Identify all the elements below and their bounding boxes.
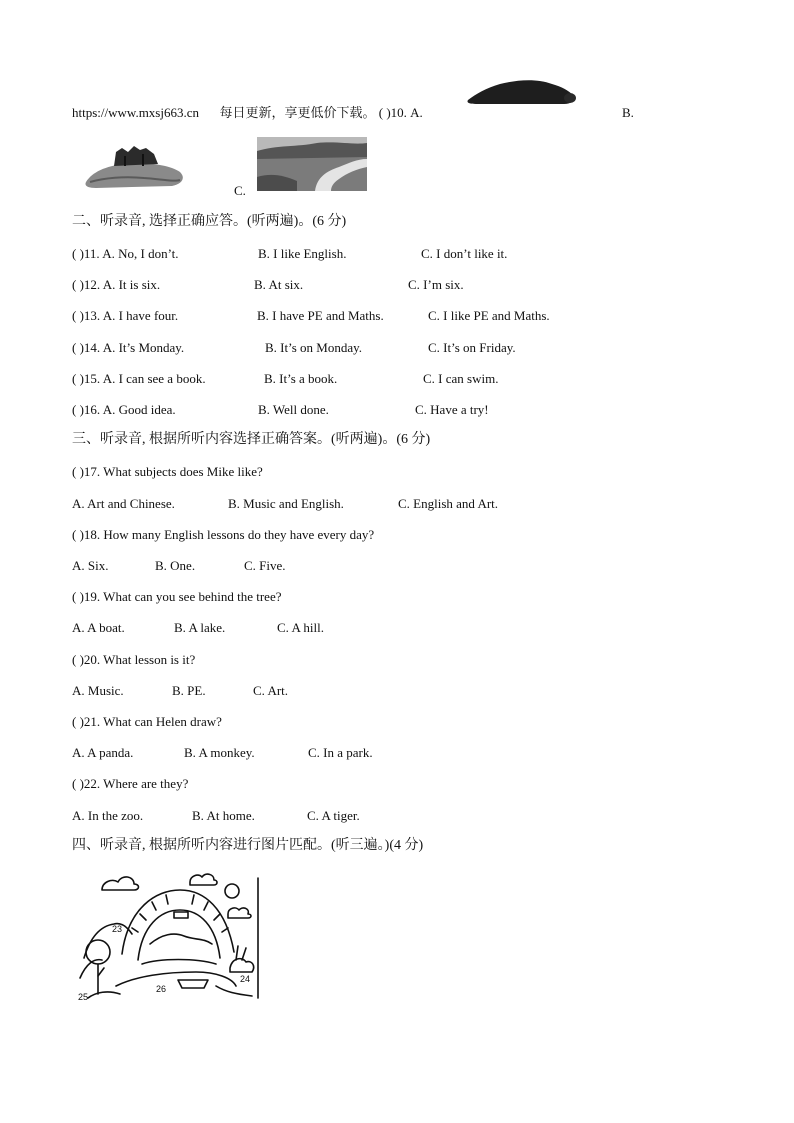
q22-question: ( )22. Where are they? bbox=[72, 776, 189, 791]
match-label-26: 26 bbox=[156, 984, 167, 994]
q21-b: B. A monkey. bbox=[184, 745, 255, 760]
q13-b: B. I have PE and Maths. bbox=[257, 308, 384, 323]
q10-option-b-image bbox=[84, 142, 186, 190]
match-label-23: 23 bbox=[112, 924, 123, 934]
q18-question: ( )18. How many English lessons do they have every day? bbox=[72, 527, 375, 542]
q14-c: C. It’s on Friday. bbox=[428, 340, 516, 355]
q13 bbox=[72, 308, 178, 324]
q20-question: ( )20. What lesson is it? bbox=[72, 652, 196, 667]
q18-b: B. One. bbox=[155, 558, 196, 573]
q21-c: C. In a park. bbox=[308, 745, 373, 760]
q10-option-c-label: C. bbox=[234, 183, 246, 198]
q11 bbox=[72, 246, 179, 262]
q19-c: C. A hill. bbox=[277, 620, 324, 635]
q18-c: C. Five. bbox=[244, 558, 286, 573]
q16-b: B. Well done. bbox=[258, 402, 329, 417]
q22-c: C. A tiger. bbox=[307, 808, 360, 823]
q20-a: A. Music. bbox=[72, 683, 124, 698]
q17-b: B. Music and English. bbox=[228, 496, 344, 511]
source-url: https://www.mxsj663.cn bbox=[72, 105, 199, 120]
section3-title: 三、听录音, 根据所听内容选择正确答案。(听两遍)。(6 分) bbox=[72, 432, 431, 447]
q19-question: ( )19. What can you see behind the tree? bbox=[72, 589, 282, 604]
q16-c: C. Have a try! bbox=[415, 402, 489, 417]
match-label-24: 24 bbox=[240, 974, 251, 984]
header-line bbox=[72, 105, 423, 121]
q10-option-a-image bbox=[466, 74, 578, 108]
q16 bbox=[72, 402, 176, 418]
q14-a: ( )14. A. It’s Monday. bbox=[72, 340, 185, 355]
q11-b: B. I like English. bbox=[258, 246, 347, 261]
q14 bbox=[72, 340, 184, 356]
q16-a: ( )16. A. Good idea. bbox=[72, 402, 176, 417]
q17-question: ( )17. What subjects does Mike like? bbox=[72, 464, 263, 479]
promo-text: 每日更新，享更低价下载。 bbox=[219, 105, 376, 120]
q15 bbox=[72, 371, 206, 387]
section4-title: 四、听录音, 根据所听内容进行图片匹配。(听三遍。)(4 分) bbox=[72, 838, 424, 853]
q14-b: B. It’s on Monday. bbox=[265, 340, 363, 355]
q18-a: A. Six. bbox=[72, 558, 109, 573]
q10-option-b-label: B. bbox=[622, 105, 634, 120]
q11-c: C. I don’t like it. bbox=[421, 246, 508, 261]
q21-question: ( )21. What can Helen draw? bbox=[72, 714, 222, 729]
q20-b: B. PE. bbox=[172, 683, 206, 698]
q21-a: A. A panda. bbox=[72, 745, 134, 760]
q17-a: A. Art and Chinese. bbox=[72, 496, 175, 511]
q10-option-c-image bbox=[257, 137, 367, 191]
q22-b: B. At home. bbox=[192, 808, 255, 823]
q17-c: C. English and Art. bbox=[398, 496, 499, 511]
matching-picture bbox=[76, 868, 262, 1004]
q19-b: B. A lake. bbox=[174, 620, 226, 635]
q22-a: A. In the zoo. bbox=[72, 808, 144, 823]
q12-c: C. I’m six. bbox=[408, 277, 464, 292]
q15-c: C. I can swim. bbox=[423, 371, 499, 386]
q13-c: C. I like PE and Maths. bbox=[428, 308, 550, 323]
q12 bbox=[72, 277, 160, 293]
q11-a: ( )11. A. No, I don’t. bbox=[72, 246, 179, 261]
q15-a: ( )15. A. I can see a book. bbox=[72, 371, 206, 386]
q10-prefix: ( )10. A. bbox=[378, 105, 423, 120]
q19-a: A. A boat. bbox=[72, 620, 125, 635]
match-label-25: 25 bbox=[78, 992, 89, 1002]
q12-b: B. At six. bbox=[254, 277, 304, 292]
q13-a: ( )13. A. I have four. bbox=[72, 308, 179, 323]
q12-a: ( )12. A. It is six. bbox=[72, 277, 161, 292]
q20-c: C. Art. bbox=[253, 683, 289, 698]
q15-b: B. It’s a book. bbox=[264, 371, 338, 386]
section2-title: 二、听录音, 选择正确应答。(听两遍)。(6 分) bbox=[72, 214, 347, 229]
